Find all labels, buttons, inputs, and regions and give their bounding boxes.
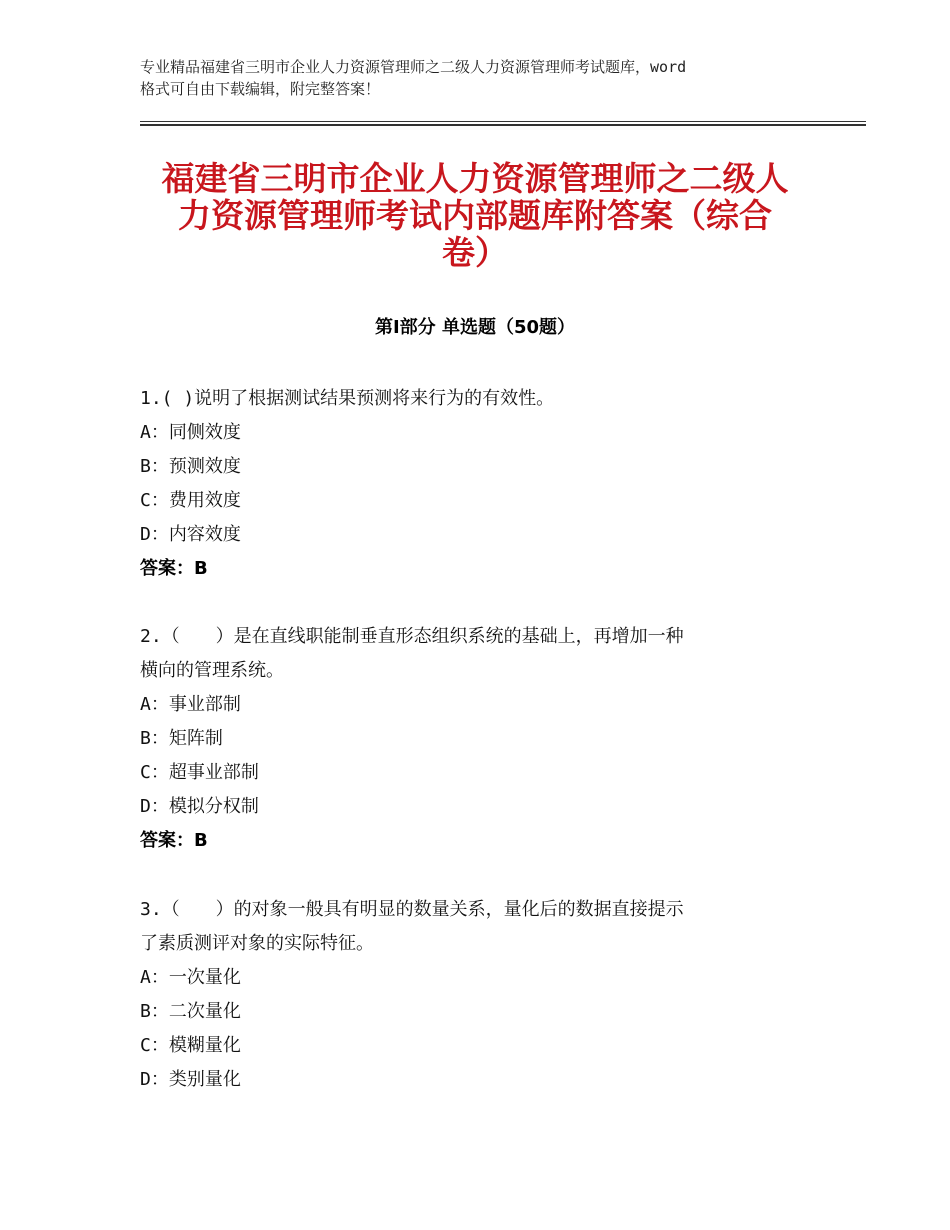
- header-divider-thick: [140, 124, 866, 126]
- option-d: D：模拟分权制: [140, 796, 259, 817]
- document-title-line-1: 福建省三明市企业人力资源管理师之二级人: [161, 159, 789, 198]
- question-2: [140, 620, 820, 858]
- option-b: B：二次量化: [140, 1001, 241, 1022]
- option-d: D：内容效度: [140, 524, 241, 545]
- question-stem-line: 1.( )说明了根据测试结果预测将来行为的有效性。: [140, 388, 555, 409]
- question-stem-line: 横向的管理系统。: [140, 660, 284, 681]
- question-stem: [140, 620, 820, 688]
- option-b: B：预测效度: [140, 456, 241, 477]
- section-title: 第Ⅰ部分 单选题（50题）: [374, 317, 575, 338]
- answer: 答案：B: [140, 558, 208, 579]
- question-1: [140, 382, 820, 586]
- header-note: [140, 56, 840, 100]
- option-b: B：矩阵制: [140, 728, 223, 749]
- document-title-line-3: 卷）: [442, 233, 508, 272]
- header-divider-thin: [140, 121, 866, 122]
- option-a: A：一次量化: [140, 967, 241, 988]
- option-c: C：模糊量化: [140, 1035, 241, 1056]
- header-note-line-1: 专业精品福建省三明市企业人力资源管理师之二级人力资源管理师考试题库，word: [140, 58, 687, 76]
- header-note-line-2: 格式可自由下载编辑，附完整答案！: [140, 80, 381, 98]
- document-title: [120, 160, 830, 271]
- question-stem: [140, 893, 820, 961]
- option-a: A：同侧效度: [140, 422, 241, 443]
- option-d: D：类别量化: [140, 1069, 241, 1090]
- answer: 答案：B: [140, 830, 208, 851]
- question-stem-line: 3.（ ）的对象一般具有明显的数量关系，量化后的数据直接提示: [140, 899, 684, 920]
- question-stem-line: 了素质测评对象的实际特征。: [140, 933, 374, 954]
- option-c: C：费用效度: [140, 490, 241, 511]
- document-title-line-2: 力资源管理师考试内部题库附答案（综合: [178, 196, 772, 235]
- question-stem-line: 2.（ ）是在直线职能制垂直形态组织系统的基础上，再增加一种: [140, 626, 684, 647]
- question-3: [140, 893, 820, 1097]
- option-a: A：事业部制: [140, 694, 241, 715]
- question-stem: [140, 382, 820, 416]
- option-c: C：超事业部制: [140, 762, 259, 783]
